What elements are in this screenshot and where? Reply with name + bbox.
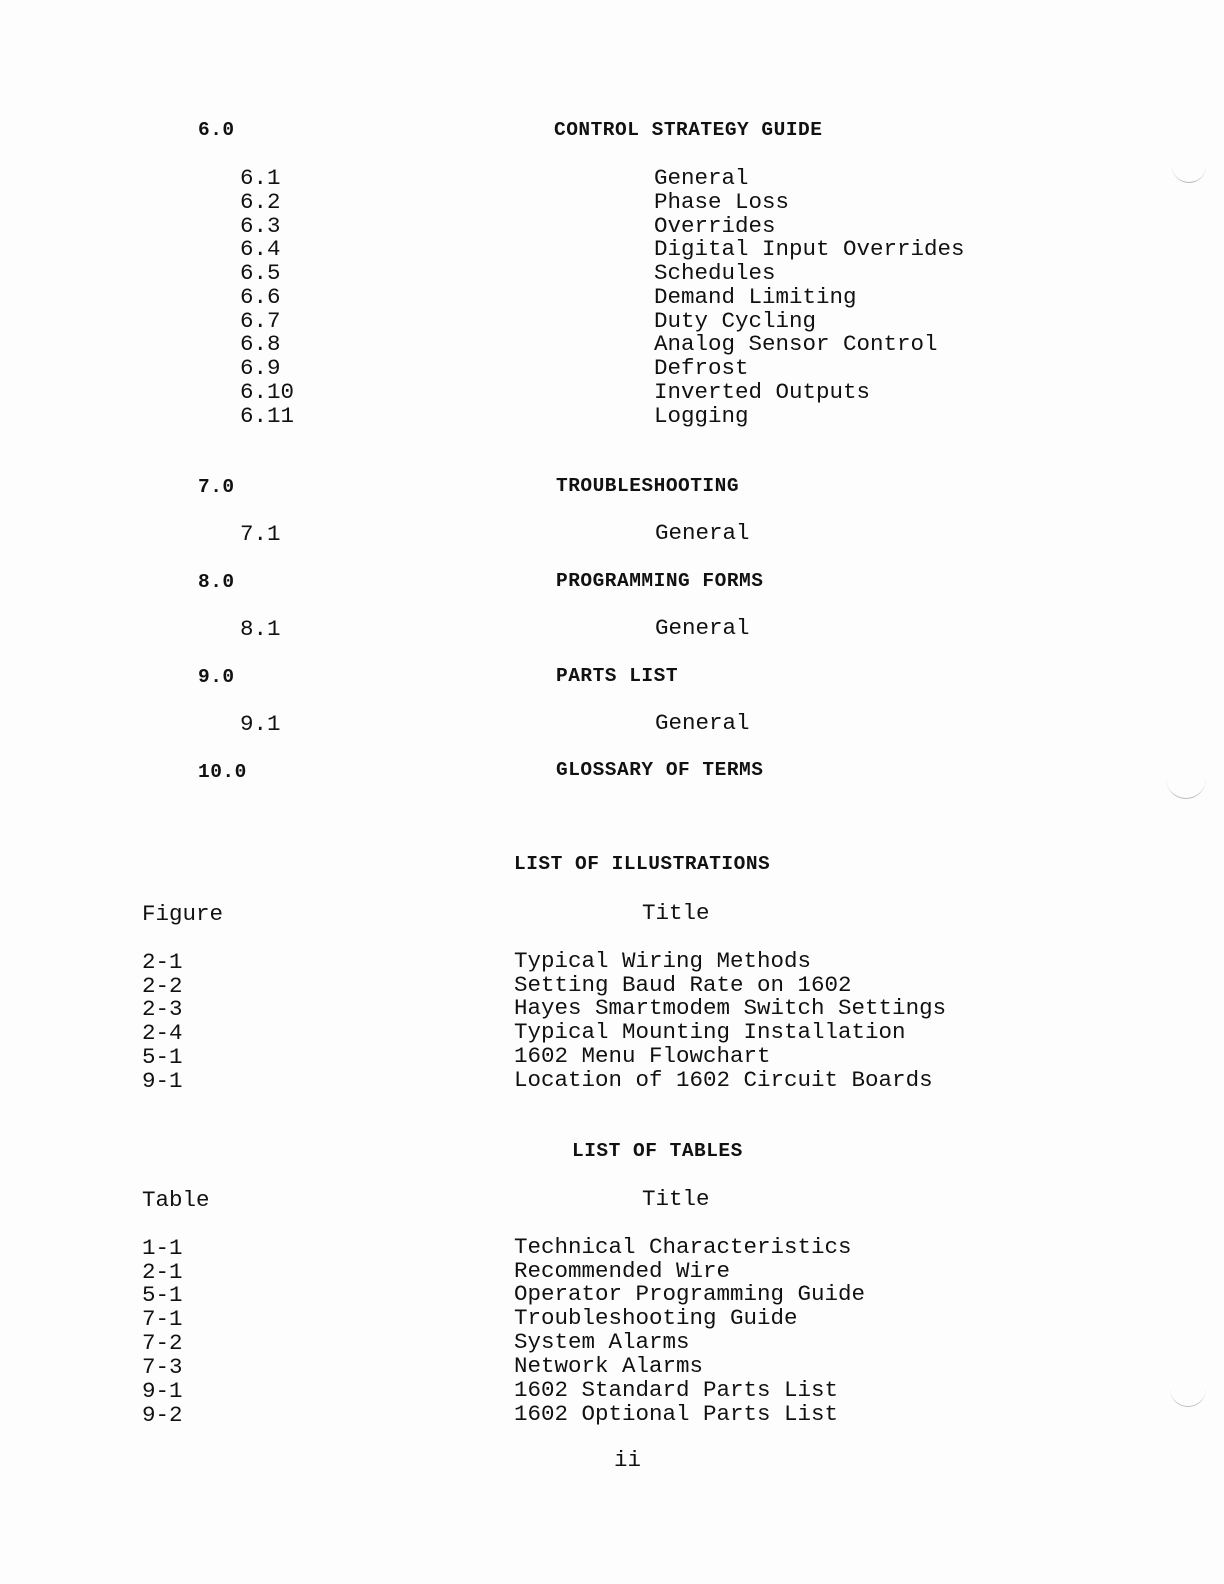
table-id: 2-1	[142, 1259, 183, 1285]
subsection-number: 6.6	[240, 284, 281, 310]
figure-id: 2-3	[142, 996, 183, 1022]
subsection-title: Logging	[654, 403, 749, 429]
table-title: 1602 Optional Parts List	[514, 1401, 839, 1427]
table-title: Network Alarms	[514, 1353, 704, 1379]
figure-id: 2-2	[142, 973, 183, 999]
subsection-number: 6.11	[240, 403, 295, 429]
figure-id: 2-1	[142, 949, 183, 975]
figure-title: Typical Wiring Methods	[514, 948, 812, 974]
table-title: Recommended Wire	[514, 1258, 731, 1284]
subsection-number: 6.7	[240, 308, 281, 334]
tables-heading: LIST OF TABLES	[572, 1140, 743, 1162]
section-number: 7.0	[198, 476, 235, 498]
subsection-title: General	[655, 615, 750, 641]
subsection-number: 6.5	[240, 260, 281, 286]
subsection-number: 9.1	[240, 711, 281, 737]
section-title: TROUBLESHOOTING	[556, 475, 740, 497]
page-number: ii	[614, 1447, 642, 1473]
subsection-title: Inverted Outputs	[654, 379, 871, 405]
table-id: 7-2	[142, 1330, 183, 1356]
figure-title: Typical Mounting Installation	[514, 1019, 906, 1045]
illustrations-heading: LIST OF ILLUSTRATIONS	[514, 853, 771, 875]
subsection-number: 6.9	[240, 355, 281, 381]
figure-title: Hayes Smartmodem Switch Settings	[514, 995, 947, 1021]
figure-title: 1602 Menu Flowchart	[514, 1043, 771, 1069]
subsection-number: 6.2	[240, 189, 281, 215]
subsection-title: Overrides	[654, 213, 776, 239]
figure-id: 9-1	[142, 1068, 183, 1094]
section-number: 10.0	[198, 761, 247, 783]
subsection-number: 6.10	[240, 379, 295, 405]
binder-hole-mark	[1172, 160, 1206, 183]
table-id: 9-2	[142, 1402, 183, 1428]
subsection-number: 7.1	[240, 521, 281, 547]
subsection-title: Defrost	[654, 355, 749, 381]
section-title: PARTS LIST	[556, 665, 679, 687]
figure-id: 2-4	[142, 1020, 183, 1046]
table-id: 9-1	[142, 1378, 183, 1404]
subsection-title: General	[654, 165, 749, 191]
table-column-header: Table	[142, 1187, 210, 1213]
section-title: CONTROL STRATEGY GUIDE	[554, 119, 823, 141]
subsection-number: 8.1	[240, 616, 281, 642]
figure-title: Setting Baud Rate on 1602	[514, 972, 852, 998]
subsection-title: General	[655, 520, 750, 546]
title-column-header: Title	[642, 900, 710, 926]
subsection-title: Schedules	[654, 260, 776, 286]
subsection-number: 6.1	[240, 165, 281, 191]
subsection-title: Analog Sensor Control	[654, 331, 938, 357]
subsection-title: General	[655, 710, 750, 736]
subsection-title: Phase Loss	[654, 189, 790, 215]
table-title: Operator Programming Guide	[514, 1281, 866, 1307]
title-column-header: Title	[642, 1186, 710, 1212]
figure-title: Location of 1602 Circuit Boards	[514, 1067, 933, 1093]
section-number: 9.0	[198, 666, 235, 688]
subsection-title: Duty Cycling	[654, 308, 817, 334]
section-number: 6.0	[198, 119, 235, 141]
section-title: GLOSSARY OF TERMS	[556, 759, 764, 781]
table-id: 1-1	[142, 1235, 183, 1261]
figure-id: 5-1	[142, 1044, 183, 1070]
binder-hole-mark	[1166, 776, 1206, 799]
table-title: Technical Characteristics	[514, 1234, 852, 1260]
subsection-title: Demand Limiting	[654, 284, 857, 310]
table-id: 5-1	[142, 1282, 183, 1308]
section-title: PROGRAMMING FORMS	[556, 570, 764, 592]
subsection-number: 6.3	[240, 213, 281, 239]
subsection-number: 6.8	[240, 331, 281, 357]
subsection-number: 6.4	[240, 236, 281, 262]
table-id: 7-1	[142, 1306, 183, 1332]
section-number: 8.0	[198, 571, 235, 593]
binder-hole-mark	[1170, 1384, 1206, 1407]
table-title: Troubleshooting Guide	[514, 1305, 798, 1331]
subsection-title: Digital Input Overrides	[654, 236, 965, 262]
table-title: System Alarms	[514, 1329, 690, 1355]
figure-column-header: Figure	[142, 901, 224, 927]
table-id: 7-3	[142, 1354, 183, 1380]
table-title: 1602 Standard Parts List	[514, 1377, 839, 1403]
